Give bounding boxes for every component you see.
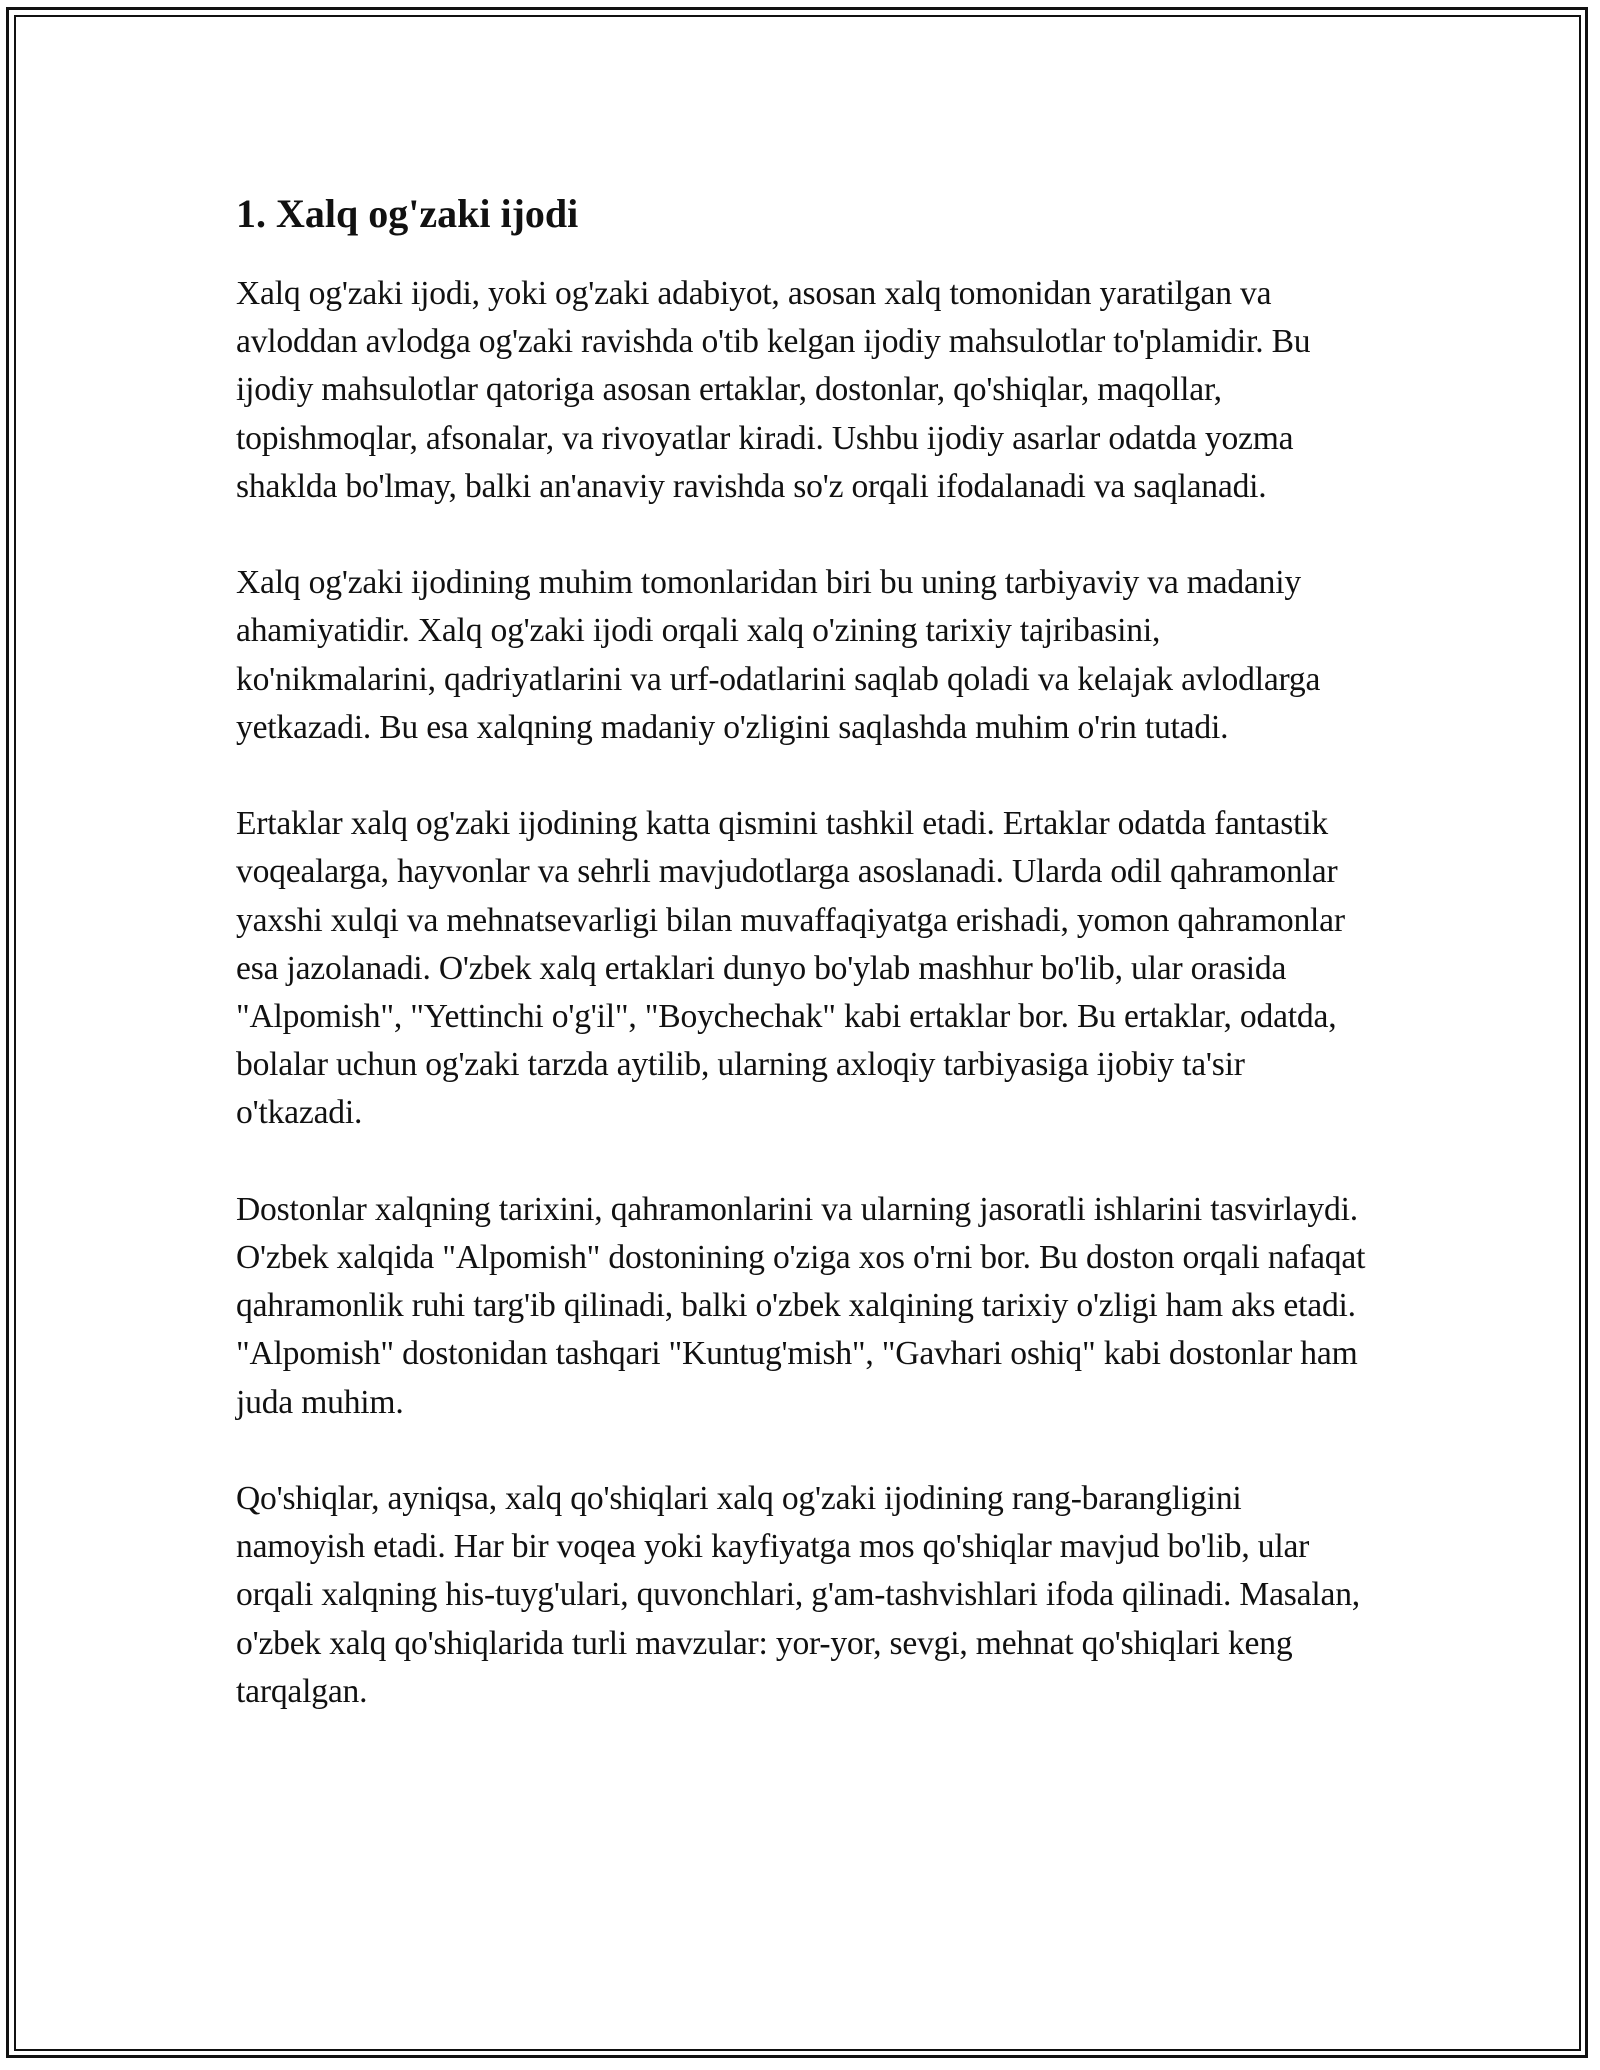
paragraph-songs: Qo'shiqlar, ayniqsa, xalq qo'shiqlari xalq og'zaki ijodining rang-barangligini namoyish etadi. Har bir voqea yoki kayfiyatga mos qo'shiqlar mavjud bo'lib, ular orqali xalqning his-tuyg'ulari, quvonchlari, g'am-tashvishlari ifoda qilinadi. Masalan, o'zbek xalq qo'shiqlarida turli mavzular: yor-yor, sevgi, mehnat qo'shiqlari keng tarqalgan. xyxy=(236,1480,1360,1710)
paragraph-fairy-tales: Ertaklar xalq og'zaki ijodining katta qismini tashkil etadi. Ertaklar odatda fantastik voqealarga, hayvonlar va sehrli mavjudotlarga asoslanadi. Ularda odil qahramonlar yaxshi xulqi va mehnatsevarligi bilan muvaffaqiyatga erishadi, yomon qahramonlar esa jazolanadi. O'zbek xalq ertaklari dunyo bo'ylab mashhur bo'lib, ular orasida "Alpomish", "Yettinchi o'g'il", "Boychechak" kabi ertaklar bor. Bu ertaklar, odatda, bolalar uchun og'zaki tarzda aytilib, ularning axloqiy tarbiyasiga ijobiy ta'sir o'tkazadi. xyxy=(236,805,1345,1132)
document-body xyxy=(236,186,1366,1764)
section-heading: 1. Xalq og'zaki ijodi xyxy=(236,191,579,236)
paragraph-intro: Xalq og'zaki ijodi, yoki og'zaki adabiyot, asosan xalq tomonidan yaratilgan va avloddan avlodga og'zaki ravishda o'tib kelgan ijodiy mahsulotlar to'plamidir. Bu ijodiy mahsulotlar qatoriga asosan ertaklar, dostonlar, qo'shiqlar, maqollar, topishmoqlar, afsonalar, va rivoyatlar kiradi. Ushbu ijodiy asarlar odatda yozma shaklda bo'lmay, balki an'anaviy ravishda so'z orqali ifodalanadi va saqlanadi. xyxy=(236,275,1311,505)
paragraph-significance: Xalq og'zaki ijodining muhim tomonlaridan biri bu uning tarbiyaviy va madaniy ahamiyatidir. Xalq og'zaki ijodi orqali xalq o'zining tarixiy tajribasini, ko'nikmalarini, qadriyatlarini va urf-odatlarini saqlab qoladi va kelajak avlodlarga yetkazadi. Bu esa xalqning madaniy o'zligini saqlashda muhim o'rin tutadi. xyxy=(236,564,1321,746)
paragraph-epics: Dostonlar xalqning tarixini, qahramonlarini va ularning jasoratli ishlarini tasvirlaydi. O'zbek xalqida "Alpomish" dostonining o'ziga xos o'rni bor. Bu doston orqali nafaqat qahramonlik ruhi targ'ib qilinadi, balki o'zbek xalqining tarixiy o'zligi ham aks etadi. "Alpomish" dostonidan tashqari "Kuntug'mish", "Gavhari oshiq" kabi dostonlar ham juda muhim. xyxy=(236,1190,1366,1421)
